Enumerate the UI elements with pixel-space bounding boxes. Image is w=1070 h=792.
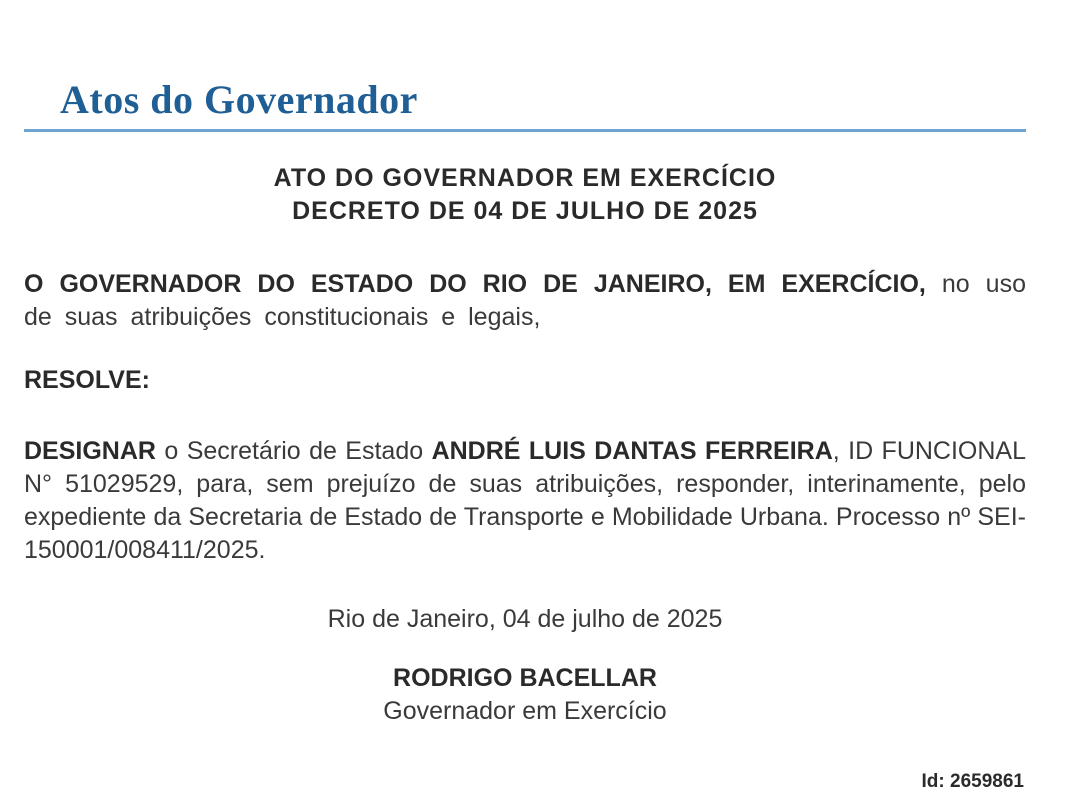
signer-title: Governador em Exercício — [383, 697, 667, 725]
intro-paragraph — [24, 268, 1026, 334]
designee-name: ANDRÉ LUIS DANTAS FERREIRA — [431, 437, 833, 465]
section-title: Atos do Governador — [60, 77, 418, 122]
resolve-label: RESOLVE: — [24, 366, 150, 394]
decree-heading — [24, 162, 1026, 228]
designation-text-2: , ID FUNCIONAL N° 51029529, para, sem prejuízo de suas atribuições, responder, interinamente, pelo expediente da Secretaria de Estado de Transporte e Mobilidade Urbana. Processo nº SEI-150001/008411/2025. — [24, 437, 1027, 564]
place-and-date: Rio de Janeiro, 04 de julho de 2025 — [327, 605, 723, 633]
signature-block — [24, 662, 1026, 728]
decree-document — [24, 162, 1026, 728]
intro-text: no uso de suas atribuições constitucionais e legais, — [24, 270, 1026, 331]
decree-date-heading: DECRETO DE 04 DE JULHO DE 2025 — [292, 197, 758, 225]
designation-text-1: o Secretário de Estado — [155, 437, 432, 465]
designar-keyword: DESIGNAR — [24, 437, 156, 465]
designation-paragraph — [24, 435, 1026, 567]
document-id: Id: 2659861 — [921, 771, 1024, 792]
section-divider — [24, 129, 1026, 132]
signer-name: RODRIGO BACELLAR — [393, 664, 657, 692]
intro-bold-text: O GOVERNADOR DO ESTADO DO RIO DE JANEIRO, EM EXERCÍCIO, — [24, 270, 926, 298]
act-heading: ATO DO GOVERNADOR EM EXERCÍCIO — [273, 164, 777, 192]
